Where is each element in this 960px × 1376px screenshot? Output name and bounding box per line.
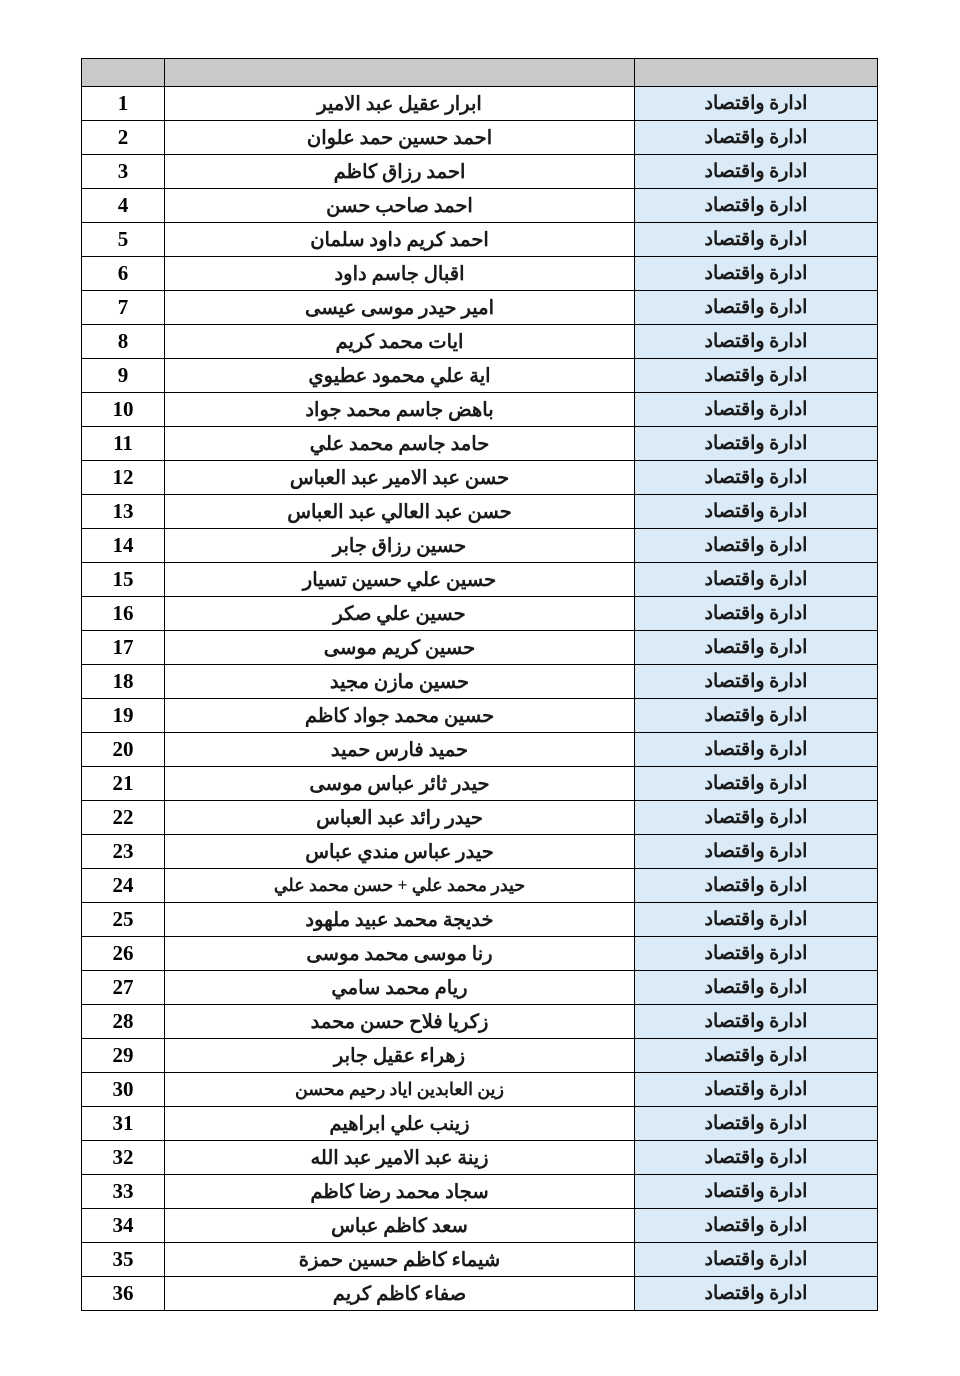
cell-department: ادارة واقتصاد [635,1141,878,1175]
table-row [82,461,878,495]
cell-department: ادارة واقتصاد [635,1039,878,1073]
cell-number: 8 [82,325,165,359]
table-row [82,189,878,223]
cell-department: ادارة واقتصاد [635,1175,878,1209]
table-row [82,1107,878,1141]
cell-department: ادارة واقتصاد [635,971,878,1005]
cell-name: اقبال جاسم داود [165,257,635,291]
cell-department: ادارة واقتصاد [635,563,878,597]
table-row [82,937,878,971]
cell-department: ادارة واقتصاد [635,325,878,359]
cell-department: ادارة واقتصاد [635,1243,878,1277]
table-row [82,359,878,393]
cell-department: ادارة واقتصاد [635,359,878,393]
cell-department: ادارة واقتصاد [635,801,878,835]
cell-name: باهض جاسم محمد جواد [165,393,635,427]
table-row [82,597,878,631]
cell-number: 26 [82,937,165,971]
cell-name: زهراء عقيل جابر [165,1039,635,1073]
cell-department: ادارة واقتصاد [635,665,878,699]
cell-name: ايات محمد كريم [165,325,635,359]
cell-number: 11 [82,427,165,461]
cell-number: 15 [82,563,165,597]
cell-name: زين العابدين اياد رحيم محسن [165,1073,635,1107]
header-cell-number [82,59,165,87]
cell-department: ادارة واقتصاد [635,155,878,189]
cell-department: ادارة واقتصاد [635,767,878,801]
table-row [82,529,878,563]
cell-name: ريام محمد سامي [165,971,635,1005]
cell-number: 35 [82,1243,165,1277]
cell-name: زينة عبد الامير عبد الله [165,1141,635,1175]
cell-name: احمد حسين حمد علوان [165,121,635,155]
table-row [82,1209,878,1243]
cell-number: 12 [82,461,165,495]
cell-name: زينب علي ابراهيم [165,1107,635,1141]
cell-name: شيماء كاظم حسين حمزة [165,1243,635,1277]
cell-number: 9 [82,359,165,393]
table-row [82,87,878,121]
cell-name: حسين كريم موسى [165,631,635,665]
cell-number: 32 [82,1141,165,1175]
cell-number: 23 [82,835,165,869]
table-row [82,563,878,597]
table-row [82,223,878,257]
cell-name: رنا موسى محمد موسى [165,937,635,971]
cell-department: ادارة واقتصاد [635,1277,878,1311]
cell-number: 33 [82,1175,165,1209]
roster-table [81,58,878,1311]
cell-department: ادارة واقتصاد [635,461,878,495]
cell-number: 29 [82,1039,165,1073]
table-row [82,665,878,699]
header-cell-name [165,59,635,87]
cell-department: ادارة واقتصاد [635,529,878,563]
cell-number: 10 [82,393,165,427]
cell-department: ادارة واقتصاد [635,257,878,291]
table-row [82,495,878,529]
cell-number: 21 [82,767,165,801]
cell-name: حسين علي صكر [165,597,635,631]
cell-name: حسين علي حسين تسيار [165,563,635,597]
cell-number: 16 [82,597,165,631]
cell-number: 24 [82,869,165,903]
cell-name: زكريا فلاح حسن محمد [165,1005,635,1039]
table-row [82,869,878,903]
cell-name: حسين محمد جواد كاظم [165,699,635,733]
table-row [82,1073,878,1107]
table-row [82,1277,878,1311]
table-row [82,767,878,801]
cell-department: ادارة واقتصاد [635,733,878,767]
cell-number: 36 [82,1277,165,1311]
cell-number: 14 [82,529,165,563]
cell-department: ادارة واقتصاد [635,1005,878,1039]
table-row [82,903,878,937]
table-row [82,1141,878,1175]
cell-department: ادارة واقتصاد [635,1107,878,1141]
cell-number: 2 [82,121,165,155]
cell-number: 6 [82,257,165,291]
cell-number: 4 [82,189,165,223]
table-row [82,699,878,733]
cell-department: ادارة واقتصاد [635,427,878,461]
cell-number: 28 [82,1005,165,1039]
cell-name: حيدر رائد عبد العباس [165,801,635,835]
cell-department: ادارة واقتصاد [635,903,878,937]
cell-number: 27 [82,971,165,1005]
roster-table-body [82,59,878,1311]
cell-department: ادارة واقتصاد [635,869,878,903]
cell-department: ادارة واقتصاد [635,1073,878,1107]
table-row [82,427,878,461]
cell-name: امير حيدر موسى عيسى [165,291,635,325]
table-row [82,257,878,291]
cell-department: ادارة واقتصاد [635,631,878,665]
cell-number: 1 [82,87,165,121]
cell-name: حسن عبد العالي عبد العباس [165,495,635,529]
cell-name: حسين رزاق جابر [165,529,635,563]
cell-department: ادارة واقتصاد [635,189,878,223]
cell-number: 22 [82,801,165,835]
cell-department: ادارة واقتصاد [635,495,878,529]
cell-department: ادارة واقتصاد [635,1209,878,1243]
cell-department: ادارة واقتصاد [635,121,878,155]
cell-department: ادارة واقتصاد [635,597,878,631]
cell-department: ادارة واقتصاد [635,223,878,257]
cell-name: صفاء كاظم كريم [165,1277,635,1311]
table-row [82,733,878,767]
cell-number: 31 [82,1107,165,1141]
cell-department: ادارة واقتصاد [635,291,878,325]
table-row [82,155,878,189]
cell-name: اية علي محمود عطيوي [165,359,635,393]
cell-number: 13 [82,495,165,529]
cell-number: 34 [82,1209,165,1243]
table-row [82,291,878,325]
cell-name: احمد صاحب حسن [165,189,635,223]
cell-number: 20 [82,733,165,767]
table-row [82,631,878,665]
cell-department: ادارة واقتصاد [635,87,878,121]
table-row [82,1243,878,1277]
cell-name: خديجة محمد عبيد ملهود [165,903,635,937]
cell-number: 30 [82,1073,165,1107]
cell-name: حسين مازن مجيد [165,665,635,699]
table-row [82,801,878,835]
cell-name: حيدر عباس مندي عباس [165,835,635,869]
cell-number: 25 [82,903,165,937]
table-row [82,325,878,359]
table-row [82,835,878,869]
cell-name: ابرار عقيل عبد الامير [165,87,635,121]
cell-number: 18 [82,665,165,699]
cell-name: حيدر ثائر عباس موسى [165,767,635,801]
table-header-row [82,59,878,87]
table-row [82,1039,878,1073]
cell-number: 3 [82,155,165,189]
table-row [82,1005,878,1039]
cell-name: حيدر محمد علي + حسن محمد علي [165,869,635,903]
cell-number: 7 [82,291,165,325]
cell-name: حسن عبد الامير عبد العباس [165,461,635,495]
cell-number: 19 [82,699,165,733]
cell-name: احمد كريم داود سلمان [165,223,635,257]
cell-department: ادارة واقتصاد [635,937,878,971]
table-row [82,1175,878,1209]
cell-number: 17 [82,631,165,665]
cell-department: ادارة واقتصاد [635,393,878,427]
cell-name: حامد جاسم محمد علي [165,427,635,461]
cell-name: سعد كاظم عباس [165,1209,635,1243]
table-row [82,393,878,427]
cell-department: ادارة واقتصاد [635,835,878,869]
header-cell-department [635,59,878,87]
cell-name: احمد رزاق كاظم [165,155,635,189]
cell-name: سجاد محمد رضا كاظم [165,1175,635,1209]
cell-number: 5 [82,223,165,257]
cell-department: ادارة واقتصاد [635,699,878,733]
cell-name: حميد فارس حميد [165,733,635,767]
table-row [82,971,878,1005]
table-row [82,121,878,155]
